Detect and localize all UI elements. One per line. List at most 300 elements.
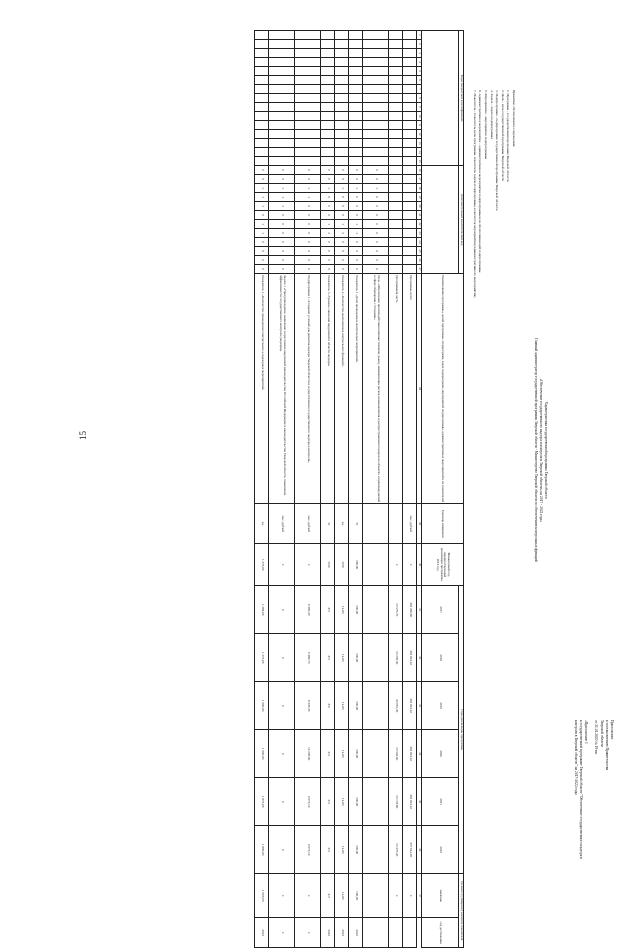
code-cell — [269, 121, 295, 130]
code-cell — [349, 139, 363, 148]
code-cell — [389, 94, 403, 103]
row-unit: тыс. рублей — [403, 504, 417, 544]
code-cell: 0 — [349, 211, 363, 220]
year-header: 2017 — [422, 586, 459, 634]
code-cell: 0 — [255, 238, 269, 247]
years-header: Годы реализации программы — [459, 586, 464, 874]
column-number: 19 — [417, 193, 422, 202]
code-cell — [255, 85, 269, 94]
appendix-line: к постановлению Правительства — [604, 720, 609, 771]
column-number: 16 — [417, 166, 422, 175]
row-year-value: 1 275,00 — [255, 634, 269, 682]
code-cell — [321, 139, 335, 148]
document-heading — [533, 270, 548, 630]
code-cell: 1 — [269, 184, 295, 193]
rotated-sheet — [24, 30, 614, 944]
code-cell — [269, 31, 295, 40]
code-cell: 0 — [295, 247, 321, 256]
code-cell — [389, 112, 403, 121]
code-cell — [335, 112, 349, 121]
row-unit: % — [349, 504, 363, 544]
code-cell: 0 — [321, 166, 335, 175]
code-cell: 0 — [269, 220, 295, 229]
code-cell: 0 — [363, 229, 389, 238]
table-row — [335, 31, 349, 948]
code-cell: 0 — [255, 256, 269, 265]
code-cell — [255, 67, 269, 76]
code-cell: 0 — [321, 256, 335, 265]
row-target-year: 2022 — [349, 918, 363, 948]
code-cell: 0 — [295, 220, 321, 229]
code-cell: 0 — [335, 175, 349, 184]
column-number: 28 — [417, 274, 422, 504]
code-cell: 0 — [295, 211, 321, 220]
row-target: х — [269, 874, 295, 918]
code-cell — [349, 121, 363, 130]
code-cell — [363, 40, 389, 49]
column-number: 35 — [417, 778, 422, 826]
row-name: Задача 1 «Предупреждение, выявление и пресечение нарушений законодательства Российской Федерации и законодательства Тверской области, повышение эффективности государственного контроля (надзора)» — [269, 274, 295, 504]
code-cell — [269, 40, 295, 49]
code-cell: 0 — [363, 247, 389, 256]
code-cell — [363, 121, 389, 130]
appendix-block — [572, 720, 614, 870]
row-name: Показатель 1 «Количество проведенных контрольных и надзорных мероприятий» — [255, 274, 269, 504]
code-cell: 1 — [321, 220, 335, 229]
additional-code-header: Дополнительный аналитический код — [459, 166, 464, 274]
code-cell: 1 — [269, 193, 295, 202]
column-number: 23 — [417, 229, 422, 238]
column-number: 3 — [417, 49, 422, 58]
code-cell — [335, 58, 349, 67]
code-cell — [403, 220, 417, 229]
code-cell — [255, 148, 269, 157]
row-target: 100,00 — [349, 874, 363, 918]
code-cell: 2 — [335, 229, 349, 238]
code-cell — [295, 112, 321, 121]
row-year-value: 263 094,10 — [403, 778, 417, 826]
code-cell — [363, 94, 389, 103]
row-year-value — [363, 778, 389, 826]
column-number: 34 — [417, 730, 422, 778]
row-year-value: 100,00 — [349, 778, 363, 826]
code-cell — [389, 229, 403, 238]
row-year-value: 257 942,20 — [403, 826, 417, 874]
code-cell — [349, 130, 363, 139]
code-cell: 0 — [255, 166, 269, 175]
code-cell — [363, 148, 389, 157]
code-cell — [349, 103, 363, 112]
column-number: 26 — [417, 256, 422, 265]
code-cell — [269, 139, 295, 148]
code-cell — [389, 256, 403, 265]
code-cell — [389, 76, 403, 85]
code-cell — [269, 130, 295, 139]
appendix-line: к государственной программе Тверской области "Обеспечение государственного надзора и — [578, 720, 583, 860]
row-name: Показатель 3 «Уровень снижения нарушений в области надзора» — [321, 274, 335, 504]
code-cell — [389, 265, 403, 274]
code-cell — [321, 40, 335, 49]
row-year-value: 263 094,10 — [403, 634, 417, 682]
year-header: 2020 — [422, 730, 459, 778]
row-year-value: 9 675,10 — [295, 778, 321, 826]
code-cell — [403, 139, 417, 148]
code-cell — [363, 76, 389, 85]
column-number: 31 — [417, 586, 422, 634]
row-year-value: 14,00 — [335, 682, 349, 730]
heading-line: Главный администратор государственной программы Тверской области - Министерство Тверской области по обеспечению контрольных функций — [533, 338, 538, 562]
row-target-year: х — [295, 918, 321, 948]
code-cell — [403, 211, 417, 220]
year-header: 2019 — [422, 682, 459, 730]
row-year-value: 6,5 — [321, 826, 335, 874]
code-cell: 1 — [321, 184, 335, 193]
column-number: 5 — [417, 67, 422, 76]
column-number: 6 — [417, 76, 422, 85]
code-cell — [349, 85, 363, 94]
code-cell — [349, 31, 363, 40]
note-line: 6. Административное мероприятие - административное мероприятие подпрограммы или обеспечивающей подпрограммы — [478, 90, 483, 273]
row-fin-2016: 100,00 — [349, 544, 363, 586]
row-year-value: 263 260,60 — [403, 586, 417, 634]
code-cell: 0 — [269, 256, 295, 265]
table-row — [349, 31, 363, 948]
codes-subheader — [422, 31, 459, 166]
code-cell — [335, 130, 349, 139]
code-cell: 1 — [255, 220, 269, 229]
code-cell: 1 — [295, 184, 321, 193]
note-line: 1. Программа - государственная программа Тверской области — [506, 90, 511, 182]
row-target-year: 2022 — [335, 918, 349, 948]
column-number: 4 — [417, 58, 422, 67]
column-number: 2 — [417, 40, 422, 49]
code-cell — [335, 103, 349, 112]
row-year-value — [363, 826, 389, 874]
row-year-value: 9 489,70 — [295, 634, 321, 682]
row-target-year — [389, 918, 403, 948]
code-cell: 0 — [349, 202, 363, 211]
row-target: 14,00 — [335, 874, 349, 918]
column-numbers-row — [417, 31, 422, 948]
fin-2016-header: Финансовый год, предшествующий реализации программы, 2016 год — [422, 544, 464, 586]
code-cell: 0 — [335, 211, 349, 220]
year-header: 2021 — [422, 778, 459, 826]
appendix-line: Тверской области — [599, 720, 604, 747]
code-cell: 0 — [321, 175, 335, 184]
unit-header: Единица измерения — [422, 504, 464, 544]
table-row — [403, 31, 417, 948]
appendix-line: контроля в Тверской области" на 2017-2022 годы — [573, 720, 578, 795]
code-cell — [389, 220, 403, 229]
code-cell — [403, 49, 417, 58]
code-cell — [403, 76, 417, 85]
code-cell: 1 — [255, 184, 269, 193]
code-cell: 0 — [335, 265, 349, 274]
column-number: 14 — [417, 148, 422, 157]
target-year-header: год достижения — [422, 918, 459, 948]
row-name: Показатель 2 «Количество выполненных контрольных функций» — [335, 274, 349, 504]
code-cell — [403, 166, 417, 175]
column-number: 13 — [417, 139, 422, 148]
code-cell — [389, 103, 403, 112]
row-fin-2016: х — [295, 544, 321, 586]
row-unit: тыс. рублей — [269, 504, 295, 544]
code-cell — [335, 148, 349, 157]
row-unit: % — [321, 504, 335, 544]
code-cell: 0 — [269, 166, 295, 175]
code-cell: 0 — [335, 166, 349, 175]
code-cell — [389, 166, 403, 175]
code-cell — [295, 85, 321, 94]
code-cell — [403, 58, 417, 67]
row-fin-2016 — [363, 544, 389, 586]
code-cell — [403, 31, 417, 40]
code-cell — [335, 157, 349, 166]
code-cell: 0 — [269, 238, 295, 247]
row-year-value: 6,5 — [321, 778, 335, 826]
column-number: 20 — [417, 202, 422, 211]
code-cell — [349, 40, 363, 49]
code-cell — [321, 148, 335, 157]
row-fin-2016: 1 275,00 — [255, 544, 269, 586]
code-cell — [363, 67, 389, 76]
code-cell: 0 — [269, 265, 295, 274]
row-year-value: 12 209,00 — [295, 730, 321, 778]
code-cell — [389, 247, 403, 256]
row-year-value: 13 503,00 — [389, 730, 403, 778]
code-cell — [403, 229, 417, 238]
code-cell — [269, 76, 295, 85]
code-cell: 1 — [335, 220, 349, 229]
code-cell — [269, 112, 295, 121]
code-cell: 1 — [335, 184, 349, 193]
code-cell: 0 — [363, 211, 389, 220]
heading-line: Характеристика государственной программы Тверской области — [544, 401, 548, 499]
code-cell — [403, 184, 417, 193]
row-year-value: 9 675,10 — [295, 826, 321, 874]
code-cell: 1 — [255, 229, 269, 238]
row-year-value: 263 094,10 — [403, 682, 417, 730]
row-unit: тыс. рублей — [295, 504, 321, 544]
row-fin-2016: 9,00 — [321, 544, 335, 586]
code-cell — [335, 31, 349, 40]
code-cell: 0 — [295, 175, 321, 184]
row-year-value: 1 266,00 — [255, 586, 269, 634]
row-year-value — [363, 586, 389, 634]
code-cell: 0 — [363, 220, 389, 229]
code-cell — [321, 58, 335, 67]
code-cell — [389, 49, 403, 58]
row-year-value: 14,00 — [335, 730, 349, 778]
code-cell: 0 — [335, 202, 349, 211]
row-name: Программная часть — [389, 274, 403, 504]
code-cell: 0 — [363, 256, 389, 265]
code-cell — [255, 40, 269, 49]
code-cell — [255, 157, 269, 166]
program-characteristics-table — [254, 30, 464, 948]
code-cell — [349, 94, 363, 103]
code-cell — [349, 76, 363, 85]
code-cell — [321, 130, 335, 139]
column-number: 11 — [417, 121, 422, 130]
row-target-year: х — [269, 918, 295, 948]
code-cell — [269, 58, 295, 67]
code-cell — [349, 157, 363, 166]
code-cell — [255, 49, 269, 58]
code-cell: 0 — [321, 265, 335, 274]
table-row — [389, 31, 403, 948]
code-cell — [349, 67, 363, 76]
column-number: 33 — [417, 682, 422, 730]
note-line: 4. Задача - задача подпрограммы — [489, 90, 494, 139]
code-cell — [335, 76, 349, 85]
code-cell: 0 — [295, 256, 321, 265]
row-year-value: 100,00 — [349, 634, 363, 682]
row-year-value: 8,5 — [321, 634, 335, 682]
table-row — [295, 31, 321, 948]
code-cell — [295, 139, 321, 148]
addcodes-subheader — [422, 166, 459, 274]
code-cell — [349, 58, 363, 67]
row-year-value: 6 382,20 — [295, 586, 321, 634]
code-cell: 0 — [295, 202, 321, 211]
column-number: 27 — [417, 265, 422, 274]
abbreviations-notes — [471, 90, 516, 690]
code-cell — [403, 238, 417, 247]
row-year-value: 20 961,30 — [389, 682, 403, 730]
code-cell — [255, 130, 269, 139]
appendix-line: Приложение — [610, 720, 614, 740]
column-number: 32 — [417, 634, 422, 682]
code-cell — [335, 85, 349, 94]
code-cell — [255, 58, 269, 67]
code-cell: 0 — [349, 166, 363, 175]
row-year-value: 100,00 — [349, 586, 363, 634]
code-cell: 0 — [363, 175, 389, 184]
code-cell — [349, 49, 363, 58]
code-cell: 1 — [349, 184, 363, 193]
code-cell — [403, 112, 417, 121]
code-cell — [403, 193, 417, 202]
code-cell: 0 — [363, 202, 389, 211]
code-cell — [389, 211, 403, 220]
column-number: 29 — [417, 504, 422, 544]
row-year-value: 0 — [269, 826, 295, 874]
code-cell: 0 — [335, 193, 349, 202]
code-cell — [389, 67, 403, 76]
code-cell: 0 — [349, 193, 363, 202]
code-cell: 0 — [255, 175, 269, 184]
code-cell: 0 — [363, 265, 389, 274]
row-unit — [363, 504, 389, 544]
row-fin-2016: х — [269, 544, 295, 586]
column-number: 37 — [417, 874, 422, 918]
code-cell — [269, 94, 295, 103]
row-year-value: 1 900,00 — [255, 682, 269, 730]
row-unit: ед. — [335, 504, 349, 544]
row-year-value: 14,00 — [335, 778, 349, 826]
code-cell — [321, 76, 335, 85]
table-row — [363, 31, 389, 948]
code-cell — [335, 49, 349, 58]
row-year-value: 100,00 — [349, 826, 363, 874]
code-cell — [403, 247, 417, 256]
code-cell: 0 — [255, 211, 269, 220]
code-cell — [295, 94, 321, 103]
row-name: Цель «Обеспечение противодействия влиянию теневому рынку, минимизации рисков возникновения и распространения пожаров на объектах и правонарушений в сфере обращения с отходами» — [363, 274, 389, 504]
code-cell — [321, 121, 335, 130]
column-number: 15 — [417, 157, 422, 166]
code-cell — [255, 103, 269, 112]
code-cell: 0 — [321, 247, 335, 256]
column-number: 25 — [417, 247, 422, 256]
code-cell — [295, 49, 321, 58]
code-cell: 0 — [349, 247, 363, 256]
row-name: Программа, всего — [403, 274, 417, 504]
code-cell — [403, 256, 417, 265]
note-line: Принятые обозначения и сокращения: — [512, 90, 516, 148]
code-cell — [269, 157, 295, 166]
row-year-value: 13 205,30 — [389, 634, 403, 682]
note-line: 5. Мероприятие - мероприятие подпрограммы — [484, 90, 489, 159]
year-header: 2022 — [422, 826, 459, 874]
row-year-value: 13 379,20 — [389, 826, 403, 874]
code-cell: 0 — [255, 265, 269, 274]
row-year-value: 100,00 — [349, 730, 363, 778]
code-cell: 0 — [295, 229, 321, 238]
row-name: Подпрограмма 1 «Создание условий для развития надзора Тверской области в осуществлении государственного надзора и контроля» — [295, 274, 321, 504]
note-line: 3. Подпрограмма - подпрограмма государственной программы Тверской области — [495, 90, 500, 211]
code-cell: 0 — [321, 193, 335, 202]
code-cell — [349, 148, 363, 157]
code-cell — [255, 139, 269, 148]
code-cell: 0 — [321, 211, 335, 220]
code-cell: 0 — [363, 193, 389, 202]
row-year-value — [363, 730, 389, 778]
column-number: 17 — [417, 175, 422, 184]
code-cell — [321, 157, 335, 166]
row-target-year — [403, 918, 417, 948]
code-cell — [389, 157, 403, 166]
row-target: 1 905,00 — [255, 874, 269, 918]
target-value-header: значение — [422, 874, 459, 918]
code-cell: 0 — [349, 175, 363, 184]
table-row — [255, 31, 269, 948]
code-cell — [403, 94, 417, 103]
code-cell — [321, 85, 335, 94]
row-year-value: 0 — [269, 634, 295, 682]
code-cell: 0 — [295, 238, 321, 247]
code-cell — [255, 31, 269, 40]
code-cell — [389, 58, 403, 67]
code-cell: 0 — [321, 202, 335, 211]
code-cell — [403, 148, 417, 157]
code-cell: 0 — [363, 238, 389, 247]
column-number: 7 — [417, 85, 422, 94]
table-row — [269, 31, 295, 948]
code-cell — [321, 49, 335, 58]
column-number: 22 — [417, 220, 422, 229]
code-cell — [389, 31, 403, 40]
row-year-value: 1 900,00 — [255, 730, 269, 778]
code-cell: 0 — [269, 211, 295, 220]
code-cell — [389, 130, 403, 139]
code-cell: 1 — [295, 193, 321, 202]
row-target-year — [363, 918, 389, 948]
code-cell: 1 — [349, 220, 363, 229]
code-cell — [335, 94, 349, 103]
code-cell — [389, 238, 403, 247]
